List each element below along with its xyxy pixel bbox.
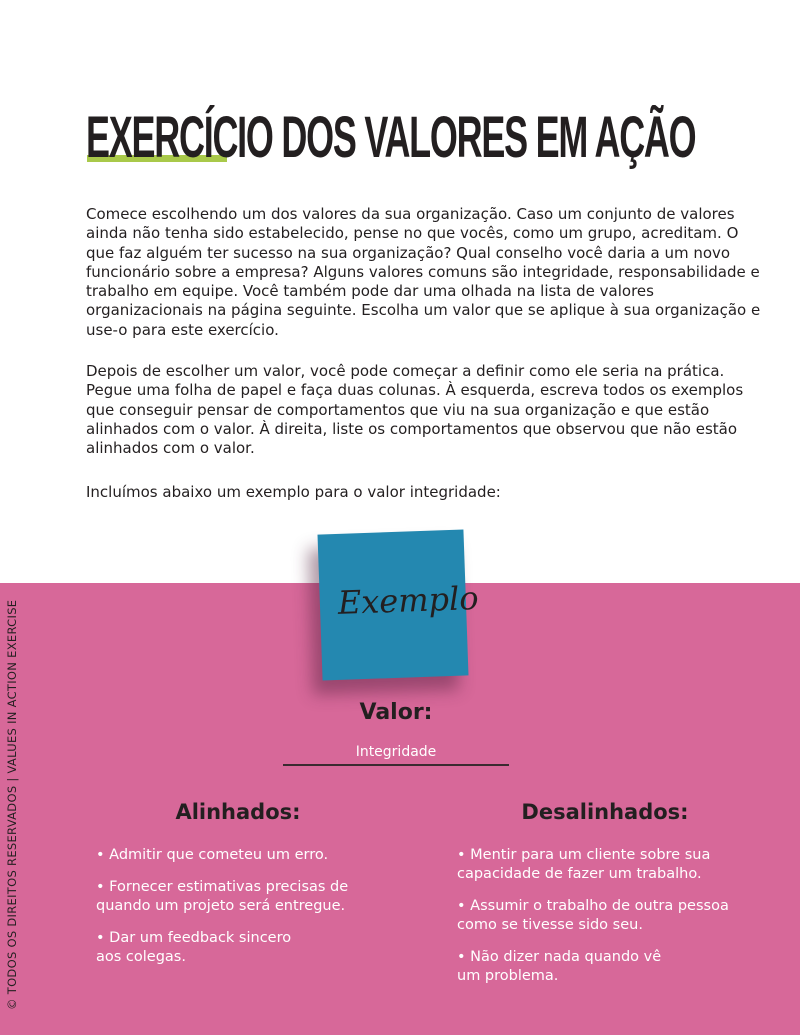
valor-label: [0, 700, 800, 725]
copyright-sidebar: © TODOS OS DIREITOS RESERVADOS | VALUES IN ACTION EXERCISE: [5, 599, 19, 1010]
valor-label-text: Valor:: [359, 700, 433, 725]
aligned-column: [88, 800, 388, 980]
misaligned-column: [455, 800, 755, 999]
aligned-heading: Alinhados:: [175, 800, 301, 824]
list-item: • Assumir o trabalho de outra pessoa como se tivesse sido seu.: [457, 898, 729, 933]
instructions-paragraph: Depois de escolher um valor, você pode começar a definir como ele seria na prática. Pegue uma folha de papel e faça duas colunas. À esquerda, escreva todos os exemplos que conseguir pensar de comportamentos que viu na sua organização e que estão alinhados com o valor. À direita, liste os comportamentos que observou que não estão alinhados com o valor.: [86, 362, 744, 458]
list-item: • Fornecer estimativas precisas de quando um projeto será entregue.: [96, 879, 349, 914]
example-intro: Incluímos abaixo um exemplo para o valor integridade:: [86, 483, 501, 501]
list-item: • Mentir para um cliente sobre sua capacidade de fazer um trabalho.: [457, 847, 711, 882]
list-item: • Dar um feedback sincero aos colegas.: [96, 930, 292, 965]
sticky-note-label: Exemplo: [337, 579, 480, 622]
valor-value: Integridade: [283, 744, 509, 766]
list-item: • Admitir que cometeu um erro.: [96, 847, 329, 863]
sticky-note: [317, 529, 480, 680]
misaligned-heading: Desalinhados:: [521, 800, 689, 824]
page-title: EXERCÍCIO DOS VALORES EM AÇÃO: [86, 105, 696, 170]
intro-paragraph: Comece escolhendo um dos valores da sua organização. Caso um conjunto de valores ainda não tenha sido estabelecido, pense no que vocês, como um grupo, acreditam. O que faz alguém ter sucesso na sua organização? Qual conselho você daria a um novo funcionário sobre a empresa? Alguns valores comuns são integridade, responsabilidade e trabalho em equipe. Você também pode dar uma olhada na lista de valores organizacionais na página seguinte. Escolha um valor que se aplique à sua organização e use-o para este exercício.: [86, 205, 761, 339]
list-item: • Não dizer nada quando vê um problema.: [457, 949, 662, 984]
